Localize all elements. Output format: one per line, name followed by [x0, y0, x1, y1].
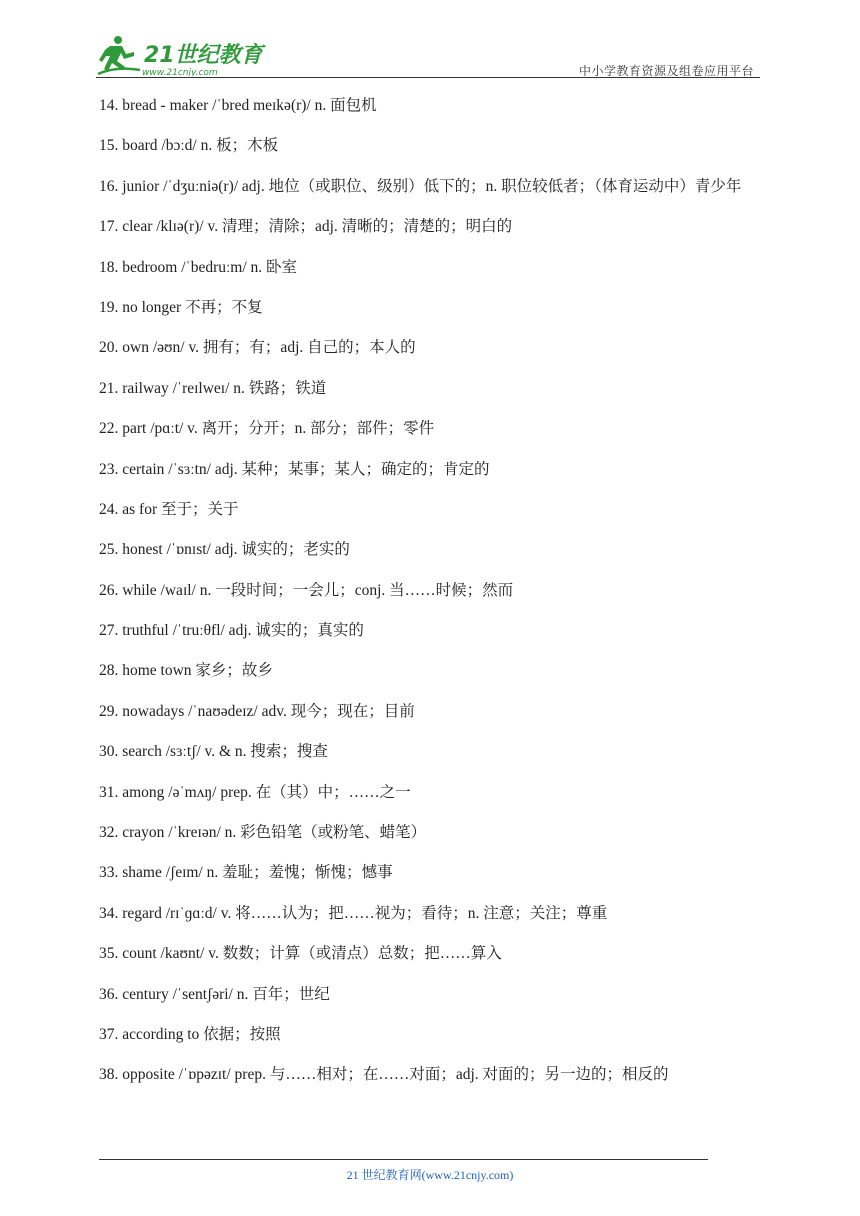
vocab-entry: 20. own /əʊn/ v. 拥有；有；adj. 自己的；本人的 [99, 339, 416, 357]
svg-text:www.21cnjy.com: www.21cnjy.com [142, 68, 218, 76]
vocab-entry: 28. home town 家乡；故乡 [99, 662, 273, 680]
footer-link[interactable]: 21 世纪教育网(www.21cnjy.com) [346, 1168, 514, 1182]
vocab-entry: 35. count /kaʊnt/ v. 数数；计算（或清点）总数；把……算入 [99, 945, 502, 963]
page-header [96, 30, 760, 78]
svg-text:21世纪教育: 21世纪教育 [144, 43, 263, 68]
vocab-entry: 14. bread - maker /ˈbred meɪkə(r)/ n. 面包机 [99, 97, 377, 114]
vocab-entry: 16. junior /ˈdʒuːniə(r)/ adj. 地位（或职位、级别）低下的；n. 职位较低者；（体育运动中）青少年 [99, 177, 742, 195]
vocab-entry: 36. century /ˈsentʃəri/ n. 百年；世纪 [99, 985, 330, 1003]
header-divider [96, 77, 760, 78]
vocab-entry: 17. clear /klɪə(r)/ v. 清理；清除；adj. 清晰的；清楚的；明白的 [99, 218, 513, 236]
footer-divider [99, 1159, 708, 1160]
vocabulary-list [99, 96, 789, 1106]
vocab-entry: 23. certain /ˈsɜːtn/ adj. 某种；某事；某人；确定的；肯定的 [99, 460, 490, 478]
vocab-entry: 21. railway /ˈreɪlweɪ/ n. 铁路；铁道 [99, 379, 327, 397]
vocab-entry: 19. no longer 不再；不复 [99, 298, 263, 316]
vocab-entry: 22. part /pɑːt/ v. 离开；分开；n. 部分；部件；零件 [99, 420, 435, 438]
vocab-entry: 37. according to 依据；按照 [99, 1025, 281, 1043]
vocab-entry: 24. as for 至于；关于 [99, 500, 239, 518]
platform-name: 中小学教育资源及组卷应用平台 [578, 64, 754, 78]
vocab-entry: 33. shame /ʃeɪm/ n. 羞耻；羞愧；惭愧；憾事 [99, 864, 393, 882]
vocab-entry: 27. truthful /ˈtruːθfl/ adj. 诚实的；真实的 [99, 622, 364, 640]
vocab-entry: 30. search /sɜːtʃ/ v. & n. 搜索；搜查 [99, 743, 328, 761]
vocab-entry: 31. among /əˈmʌŋ/ prep. 在（其）中；……之一 [99, 783, 411, 801]
vocab-entry: 25. honest /ˈɒnɪst/ adj. 诚实的；老实的 [99, 541, 350, 559]
vocab-entry: 34. regard /rɪˈɡɑːd/ v. 将……认为；把……视为；看待；n. 注意；关注；尊重 [99, 904, 608, 922]
vocab-entry: 15. board /bɔːd/ n. 板；木板 [99, 137, 279, 155]
vocab-entry: 26. while /waɪl/ n. 一段时间；一会儿；conj. 当……时候；然而 [99, 581, 514, 599]
vocab-entry: 38. opposite /ˈɒpəzɪt/ prep. 与……相对；在……对面；adj. 对面的；另一边的；相反的 [99, 1066, 669, 1084]
vocab-entry: 29. nowadays /ˈnaʊədeɪz/ adv. 现今；现在；目前 [99, 702, 415, 720]
vocab-entry: 32. crayon /ˈkreɪən/ n. 彩色铅笔（或粉笔、蜡笔） [99, 824, 427, 842]
vocab-entry: 18. bedroom /ˈbedruːm/ n. 卧室 [99, 258, 298, 276]
site-logo [96, 34, 266, 76]
